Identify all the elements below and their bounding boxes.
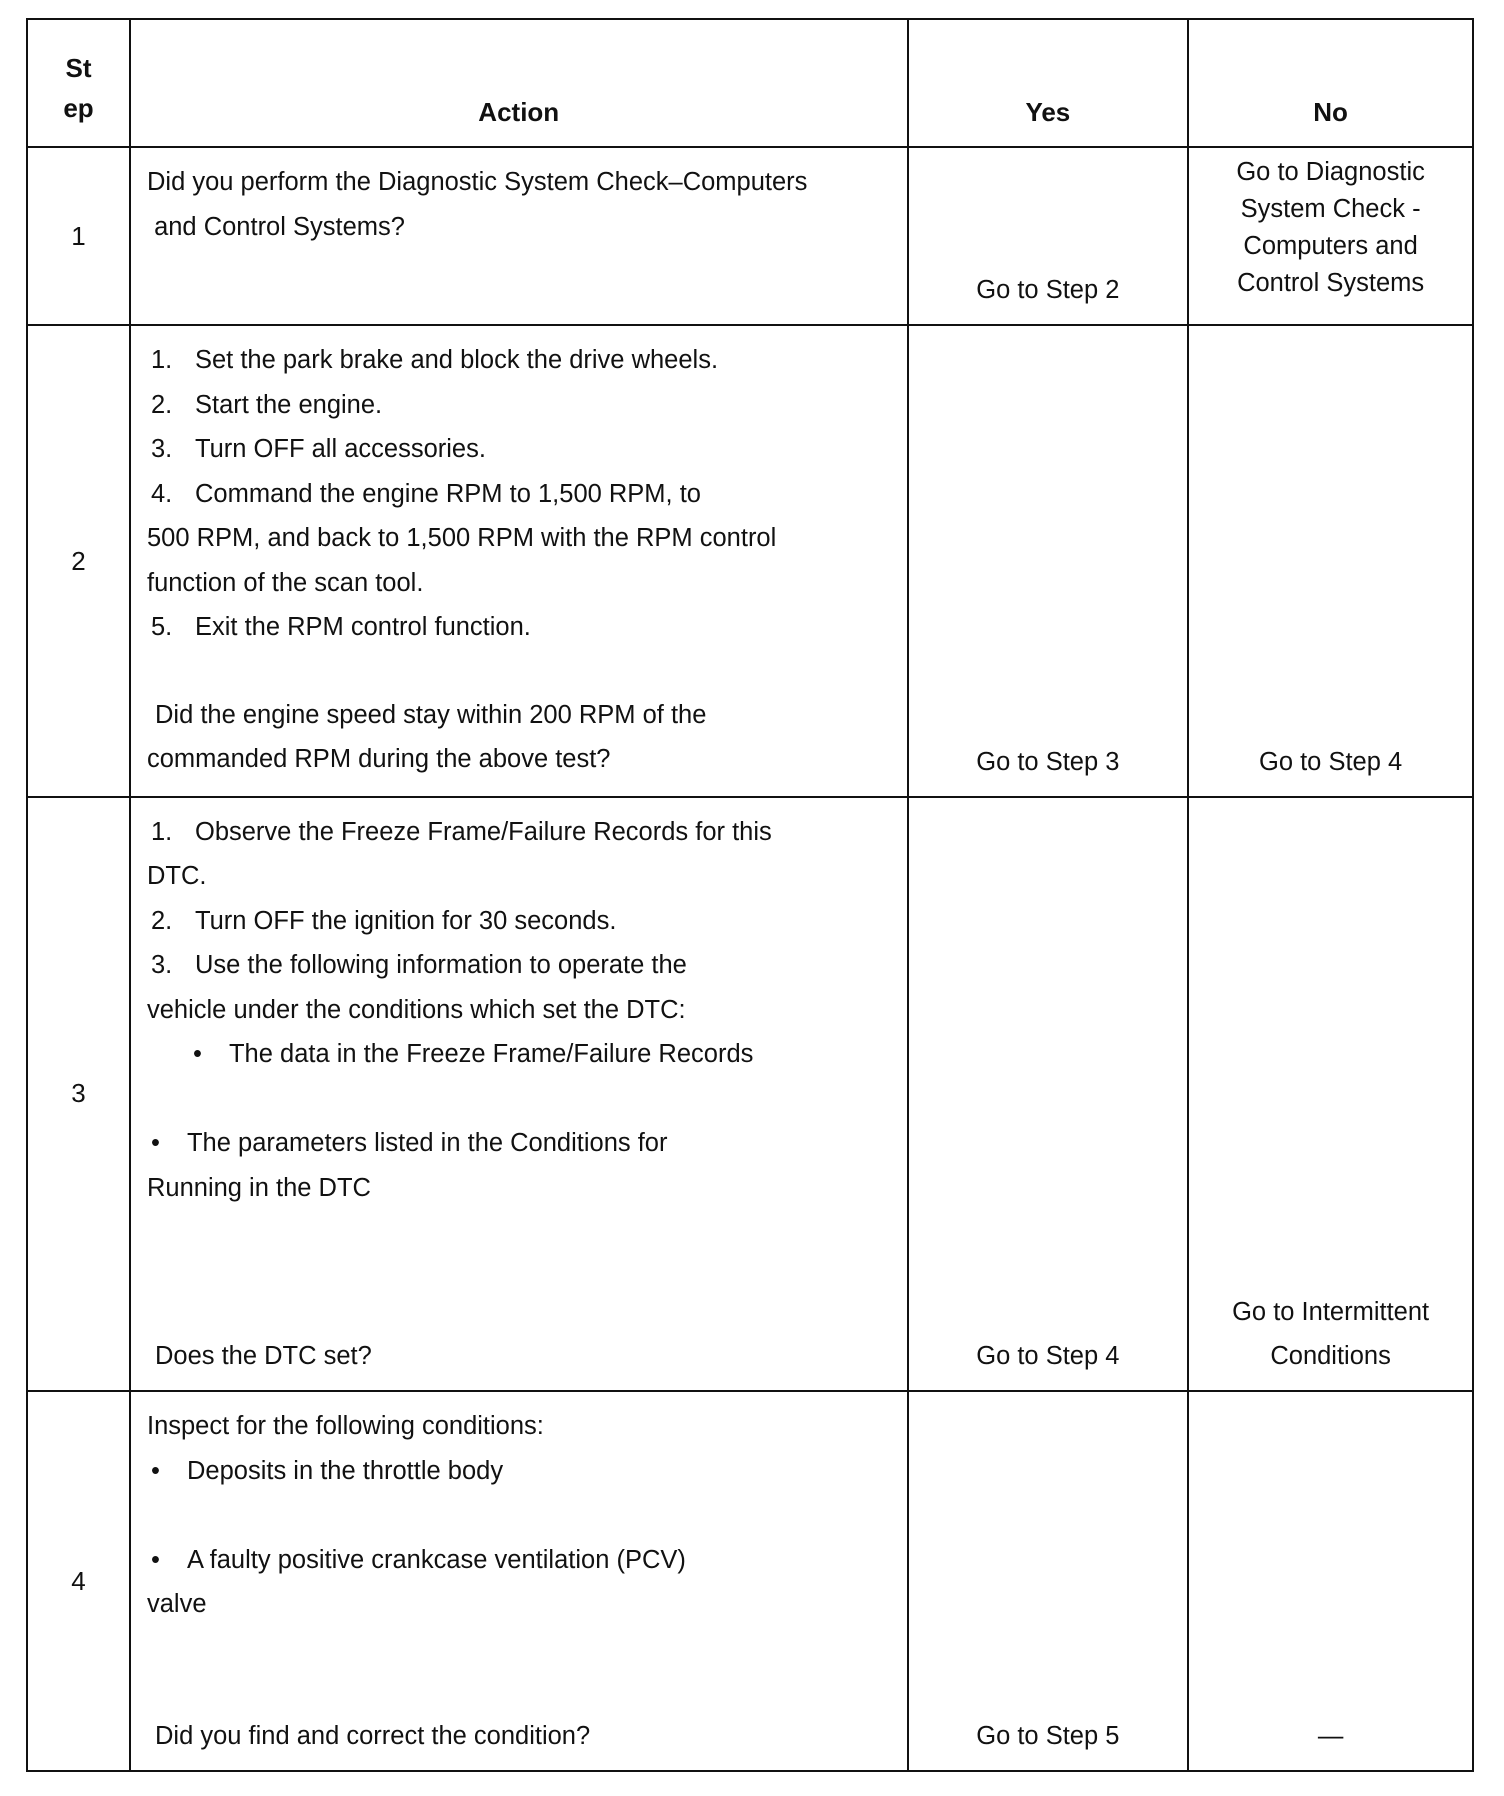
list-continuation: DTC.	[146, 862, 207, 891]
list-item	[147, 899, 883, 944]
no-result: Go to Step 4	[1188, 325, 1473, 796]
step-number: 1	[27, 147, 130, 325]
list-item	[147, 472, 883, 517]
yes-result: Go to Step 3	[908, 325, 1189, 796]
action-cell	[130, 1391, 908, 1771]
no-result-line: Control Systems	[1237, 269, 1425, 297]
no-result-line: Conditions	[1270, 1342, 1391, 1371]
step-number: 4	[27, 1391, 130, 1771]
spacer	[147, 1493, 883, 1538]
bullet-item	[147, 1032, 883, 1077]
list-text: Turn OFF the ignition for 30 seconds.	[194, 906, 617, 935]
no-result-line: Go to Intermittent	[1232, 1298, 1430, 1327]
action-text: and Control Systems?	[146, 212, 405, 241]
question-text	[146, 693, 707, 782]
list-text: Start the engine.	[194, 390, 383, 419]
list-number: 3.	[150, 951, 173, 980]
no-result: —	[1188, 1391, 1473, 1771]
list-text: Set the park brake and block the drive wheels.	[194, 346, 719, 375]
yes-result: Go to Step 5	[908, 1391, 1189, 1771]
list-number: 4.	[150, 479, 173, 508]
bullet-text: A faulty positive crankcase ventilation (PCV)	[186, 1545, 686, 1574]
action-cell	[130, 325, 908, 796]
header-step	[27, 19, 130, 147]
question-line: commanded RPM during the above test?	[146, 745, 611, 774]
action-text: Did you perform the Diagnostic System Check–Computers	[146, 168, 808, 196]
list-continuation: vehicle under the conditions which set the DTC:	[146, 995, 686, 1024]
list-item	[147, 943, 883, 988]
bullet-mark: •	[150, 1129, 160, 1158]
list-text: Exit the RPM control function.	[194, 613, 531, 642]
diagnostic-table	[26, 18, 1474, 1772]
no-result-line: System Check -	[1240, 195, 1421, 223]
bullet-item	[147, 1449, 883, 1494]
list-item	[147, 383, 883, 428]
list-number: 1.	[150, 817, 173, 846]
list-text: Use the following information to operate the	[194, 951, 687, 980]
diagnostic-table-page	[26, 18, 1474, 1772]
bullet-text: Deposits in the throttle body	[186, 1456, 504, 1485]
bullet-item	[147, 1121, 883, 1166]
step-number: 3	[27, 797, 130, 1392]
list-text: Turn OFF all accessories.	[194, 435, 486, 464]
no-result	[1188, 147, 1473, 325]
intro-text: Inspect for the following conditions:	[146, 1412, 544, 1441]
header-step-line2: ep	[63, 93, 94, 123]
list-number: 1.	[150, 346, 173, 375]
bullet-continuation: valve	[146, 1590, 207, 1619]
table-row-step-4	[27, 1391, 1473, 1771]
list-item	[147, 810, 883, 855]
table-row-step-1	[27, 147, 1473, 325]
list-text: Command the engine RPM to 1,500 RPM, to	[194, 479, 701, 508]
header-no: No	[1188, 19, 1473, 147]
table-header-row	[27, 19, 1473, 147]
list-continuation: function of the scan tool.	[146, 568, 424, 597]
no-result-line: Computers and	[1243, 232, 1418, 260]
list-number: 5.	[150, 613, 173, 642]
question-text: Does the DTC set?	[154, 1341, 372, 1370]
header-yes: Yes	[908, 19, 1189, 147]
question-text: Did you find and correct the condition?	[154, 1721, 591, 1750]
list-number: 3.	[150, 435, 173, 464]
list-item	[147, 427, 883, 472]
header-action: Action	[130, 19, 908, 147]
list-text: Observe the Freeze Frame/Failure Records for this	[194, 817, 772, 846]
bullet-mark: •	[150, 1456, 160, 1485]
step-number: 2	[27, 325, 130, 796]
yes-result: Go to Step 2	[908, 147, 1189, 325]
list-continuation: 500 RPM, and back to 1,500 RPM with the RPM control	[146, 524, 777, 553]
action-cell	[130, 797, 908, 1392]
list-item	[147, 605, 883, 650]
list-item	[147, 338, 883, 383]
no-result-line: Go to Diagnostic	[1236, 158, 1425, 186]
table-row-step-2	[27, 325, 1473, 796]
bullet-text: The parameters listed in the Conditions for	[186, 1129, 668, 1158]
action-cell	[130, 147, 908, 325]
question-line: Did the engine speed stay within 200 RPM of the	[154, 700, 707, 729]
bullet-mark: •	[192, 1040, 202, 1069]
bullet-text: The data in the Freeze Frame/Failure Records	[228, 1040, 754, 1069]
bullet-item	[147, 1538, 883, 1583]
bullet-mark: •	[150, 1545, 160, 1574]
bullet-continuation: Running in the DTC	[146, 1173, 371, 1202]
table-row-step-3	[27, 797, 1473, 1392]
header-step-line1: St	[65, 53, 92, 83]
list-number: 2.	[150, 390, 173, 419]
yes-result: Go to Step 4	[908, 797, 1189, 1392]
spacer	[147, 1077, 883, 1122]
no-result	[1188, 797, 1473, 1392]
list-number: 2.	[150, 906, 173, 935]
